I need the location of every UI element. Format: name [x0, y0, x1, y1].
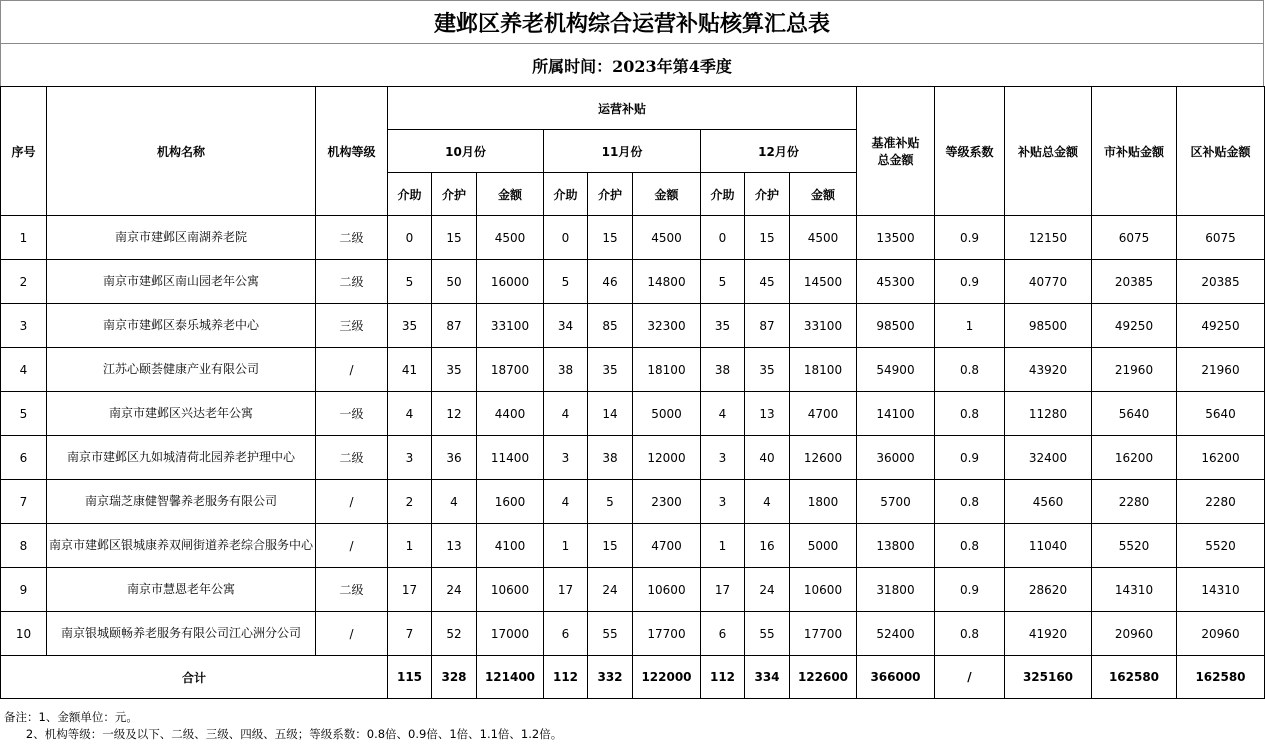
table-row — [1, 392, 1265, 436]
header-base-line1: 基准补贴 — [871, 136, 920, 150]
row-no: 3 — [1, 304, 47, 348]
total-month-amount: 121400 — [477, 656, 544, 699]
total-subsidy: 4560 — [1005, 480, 1092, 524]
header-jiezhu: 介助 — [701, 173, 745, 216]
level-coefficient: 0.9 — [935, 568, 1005, 612]
institution-name: 南京市慧恩老年公寓 — [47, 568, 316, 612]
jiezhu-count: 0 — [388, 216, 432, 260]
institution-level: 二级 — [316, 260, 388, 304]
institution-level: 二级 — [316, 436, 388, 480]
total-jiehu: 328 — [432, 656, 477, 699]
jiehu-count: 87 — [432, 304, 477, 348]
base-subsidy: 13500 — [857, 216, 935, 260]
jiehu-count: 15 — [588, 216, 633, 260]
total-subsidy: 11280 — [1005, 392, 1092, 436]
total-month-amount: 122600 — [790, 656, 857, 699]
header-district: 区补贴金额 — [1177, 87, 1265, 216]
level-coefficient: 0.8 — [935, 524, 1005, 568]
jiehu-count: 52 — [432, 612, 477, 656]
jiehu-count: 16 — [745, 524, 790, 568]
jiehu-count: 24 — [432, 568, 477, 612]
month-amount: 18100 — [790, 348, 857, 392]
district-subsidy: 5520 — [1177, 524, 1265, 568]
district-subsidy: 16200 — [1177, 436, 1265, 480]
header-base — [857, 87, 935, 216]
header-jiezhu: 介助 — [388, 173, 432, 216]
jiehu-count: 45 — [745, 260, 790, 304]
header-month-12: 12月份 — [701, 130, 857, 173]
month-amount: 1600 — [477, 480, 544, 524]
jiezhu-count: 35 — [701, 304, 745, 348]
month-amount: 33100 — [477, 304, 544, 348]
jiezhu-count: 17 — [701, 568, 745, 612]
total-row — [1, 656, 1265, 699]
institution-level: 三级 — [316, 304, 388, 348]
jiezhu-count: 38 — [544, 348, 588, 392]
month-amount: 14500 — [790, 260, 857, 304]
month-amount: 14800 — [633, 260, 701, 304]
jiehu-count: 5 — [588, 480, 633, 524]
jiehu-count: 50 — [432, 260, 477, 304]
jiehu-count: 4 — [745, 480, 790, 524]
institution-name: 江苏心颐荟健康产业有限公司 — [47, 348, 316, 392]
total-base: 366000 — [857, 656, 935, 699]
jiehu-count: 24 — [745, 568, 790, 612]
jiezhu-count: 5 — [701, 260, 745, 304]
month-amount: 4500 — [633, 216, 701, 260]
jiehu-count: 14 — [588, 392, 633, 436]
institution-level: 二级 — [316, 568, 388, 612]
row-no: 6 — [1, 436, 47, 480]
jiezhu-count: 2 — [388, 480, 432, 524]
jiehu-count: 24 — [588, 568, 633, 612]
institution-name: 南京市建邺区泰乐城养老中心 — [47, 304, 316, 348]
district-subsidy: 20960 — [1177, 612, 1265, 656]
month-amount: 10600 — [790, 568, 857, 612]
month-amount: 5000 — [633, 392, 701, 436]
header-total-subsidy: 补贴总金额 — [1005, 87, 1092, 216]
header-jiehu: 介护 — [432, 173, 477, 216]
base-subsidy: 52400 — [857, 612, 935, 656]
table-row — [1, 612, 1265, 656]
institution-level: / — [316, 480, 388, 524]
city-subsidy: 21960 — [1092, 348, 1177, 392]
row-no: 2 — [1, 260, 47, 304]
table-row — [1, 216, 1265, 260]
jiehu-count: 55 — [588, 612, 633, 656]
row-no: 7 — [1, 480, 47, 524]
level-coefficient: 0.8 — [935, 348, 1005, 392]
month-amount: 32300 — [633, 304, 701, 348]
month-amount: 10600 — [477, 568, 544, 612]
header-month-11: 11月份 — [544, 130, 701, 173]
base-subsidy: 98500 — [857, 304, 935, 348]
district-subsidy: 5640 — [1177, 392, 1265, 436]
total-subsidy: 32400 — [1005, 436, 1092, 480]
level-coefficient: 0.8 — [935, 392, 1005, 436]
jiezhu-count: 3 — [701, 480, 745, 524]
jiezhu-count: 17 — [388, 568, 432, 612]
table-row — [1, 480, 1265, 524]
subsidy-table — [0, 86, 1265, 699]
institution-name: 南京瑞芝康健智馨养老服务有限公司 — [47, 480, 316, 524]
total-subsidy: 43920 — [1005, 348, 1092, 392]
total-jiezhu: 112 — [701, 656, 745, 699]
jiehu-count: 15 — [432, 216, 477, 260]
table-row — [1, 348, 1265, 392]
city-subsidy: 5640 — [1092, 392, 1177, 436]
total-subsidy: 41920 — [1005, 612, 1092, 656]
jiezhu-count: 4 — [544, 392, 588, 436]
jiezhu-count: 4 — [388, 392, 432, 436]
jiehu-count: 35 — [588, 348, 633, 392]
total-subsidy: 11040 — [1005, 524, 1092, 568]
header-jiehu: 介护 — [588, 173, 633, 216]
row-no: 9 — [1, 568, 47, 612]
month-amount: 16000 — [477, 260, 544, 304]
level-coefficient: 0.9 — [935, 436, 1005, 480]
base-subsidy: 36000 — [857, 436, 935, 480]
month-amount: 11400 — [477, 436, 544, 480]
jiehu-count: 35 — [432, 348, 477, 392]
total-jiehu: 334 — [745, 656, 790, 699]
district-subsidy: 2280 — [1177, 480, 1265, 524]
row-no: 1 — [1, 216, 47, 260]
table-row — [1, 568, 1265, 612]
jiezhu-count: 5 — [544, 260, 588, 304]
city-subsidy: 20960 — [1092, 612, 1177, 656]
city-subsidy: 14310 — [1092, 568, 1177, 612]
month-amount: 18700 — [477, 348, 544, 392]
header-name: 机构名称 — [47, 87, 316, 216]
jiehu-count: 38 — [588, 436, 633, 480]
month-amount: 4500 — [477, 216, 544, 260]
jiehu-count: 15 — [745, 216, 790, 260]
base-subsidy: 31800 — [857, 568, 935, 612]
month-amount: 4100 — [477, 524, 544, 568]
total-jiehu: 332 — [588, 656, 633, 699]
month-amount: 2300 — [633, 480, 701, 524]
jiezhu-count: 41 — [388, 348, 432, 392]
header-level: 机构等级 — [316, 87, 388, 216]
jiehu-count: 4 — [432, 480, 477, 524]
base-subsidy: 14100 — [857, 392, 935, 436]
level-coefficient: 0.9 — [935, 260, 1005, 304]
jiezhu-count: 1 — [388, 524, 432, 568]
district-subsidy: 14310 — [1177, 568, 1265, 612]
jiezhu-count: 34 — [544, 304, 588, 348]
district-subsidy: 49250 — [1177, 304, 1265, 348]
institution-level: / — [316, 612, 388, 656]
jiehu-count: 35 — [745, 348, 790, 392]
jiezhu-count: 3 — [388, 436, 432, 480]
header-amount: 金额 — [477, 173, 544, 216]
row-no: 5 — [1, 392, 47, 436]
month-amount: 4700 — [633, 524, 701, 568]
total-district: 162580 — [1177, 656, 1265, 699]
jiehu-count: 87 — [745, 304, 790, 348]
header-amount: 金额 — [633, 173, 701, 216]
month-amount: 4700 — [790, 392, 857, 436]
total-coef: / — [935, 656, 1005, 699]
jiezhu-count: 3 — [701, 436, 745, 480]
jiezhu-count: 3 — [544, 436, 588, 480]
institution-name: 南京市建邺区银城康养双闸街道养老综合服务中心 — [47, 524, 316, 568]
institution-name: 南京市建邺区南湖养老院 — [47, 216, 316, 260]
month-amount: 4400 — [477, 392, 544, 436]
period-label: 所属时间：2023年第4季度 — [0, 44, 1264, 87]
jiehu-count: 12 — [432, 392, 477, 436]
total-label: 合计 — [1, 656, 388, 699]
jiezhu-count: 1 — [544, 524, 588, 568]
header-coef: 等级系数 — [935, 87, 1005, 216]
total-city: 162580 — [1092, 656, 1177, 699]
header-subsidy: 运营补贴 — [388, 87, 857, 130]
month-amount: 12600 — [790, 436, 857, 480]
row-no: 8 — [1, 524, 47, 568]
total-subsidy: 28620 — [1005, 568, 1092, 612]
base-subsidy: 13800 — [857, 524, 935, 568]
table-row — [1, 304, 1265, 348]
month-amount: 4500 — [790, 216, 857, 260]
district-subsidy: 21960 — [1177, 348, 1265, 392]
total-subsidy-sum: 325160 — [1005, 656, 1092, 699]
month-amount: 5000 — [790, 524, 857, 568]
institution-level: / — [316, 348, 388, 392]
total-jiezhu: 112 — [544, 656, 588, 699]
institution-name: 南京市建邺区南山园老年公寓 — [47, 260, 316, 304]
total-jiezhu: 115 — [388, 656, 432, 699]
table-row — [1, 524, 1265, 568]
city-subsidy: 5520 — [1092, 524, 1177, 568]
header-base-line2: 总金额 — [877, 153, 914, 167]
district-subsidy: 6075 — [1177, 216, 1265, 260]
month-amount: 17700 — [633, 612, 701, 656]
jiezhu-count: 17 — [544, 568, 588, 612]
jiezhu-count: 38 — [701, 348, 745, 392]
level-coefficient: 0.8 — [935, 480, 1005, 524]
city-subsidy: 16200 — [1092, 436, 1177, 480]
city-subsidy: 20385 — [1092, 260, 1177, 304]
month-amount: 17700 — [790, 612, 857, 656]
jiezhu-count: 7 — [388, 612, 432, 656]
district-subsidy: 20385 — [1177, 260, 1265, 304]
institution-name: 南京市建邺区兴达老年公寓 — [47, 392, 316, 436]
jiezhu-count: 0 — [701, 216, 745, 260]
jiehu-count: 15 — [588, 524, 633, 568]
month-amount: 17000 — [477, 612, 544, 656]
base-subsidy: 45300 — [857, 260, 935, 304]
total-month-amount: 122000 — [633, 656, 701, 699]
header-jiehu: 介护 — [745, 173, 790, 216]
jiezhu-count: 6 — [544, 612, 588, 656]
jiezhu-count: 4 — [544, 480, 588, 524]
table-row — [1, 436, 1265, 480]
jiehu-count: 46 — [588, 260, 633, 304]
city-subsidy: 6075 — [1092, 216, 1177, 260]
month-amount: 10600 — [633, 568, 701, 612]
base-subsidy: 5700 — [857, 480, 935, 524]
month-amount: 18100 — [633, 348, 701, 392]
city-subsidy: 49250 — [1092, 304, 1177, 348]
jiehu-count: 40 — [745, 436, 790, 480]
institution-level: 二级 — [316, 216, 388, 260]
header-month-10: 10月份 — [388, 130, 544, 173]
row-no: 10 — [1, 612, 47, 656]
header-no: 序号 — [1, 87, 47, 216]
level-coefficient: 0.9 — [935, 216, 1005, 260]
header-city: 市补贴金额 — [1092, 87, 1177, 216]
table-row — [1, 260, 1265, 304]
sheet-title: 建邺区养老机构综合运营补贴核算汇总表 — [0, 0, 1264, 44]
jiehu-count: 55 — [745, 612, 790, 656]
city-subsidy: 2280 — [1092, 480, 1177, 524]
level-coefficient: 0.8 — [935, 612, 1005, 656]
institution-name: 南京银城颐畅养老服务有限公司江心洲分公司 — [47, 612, 316, 656]
header-jiezhu: 介助 — [544, 173, 588, 216]
base-subsidy: 54900 — [857, 348, 935, 392]
level-coefficient: 1 — [935, 304, 1005, 348]
jiezhu-count: 35 — [388, 304, 432, 348]
total-subsidy: 12150 — [1005, 216, 1092, 260]
month-amount: 33100 — [790, 304, 857, 348]
jiezhu-count: 4 — [701, 392, 745, 436]
institution-level: / — [316, 524, 388, 568]
row-no: 4 — [1, 348, 47, 392]
header-amount: 金额 — [790, 173, 857, 216]
month-amount: 1800 — [790, 480, 857, 524]
institution-level: 一级 — [316, 392, 388, 436]
institution-name: 南京市建邺区九如城清荷北园养老护理中心 — [47, 436, 316, 480]
month-amount: 12000 — [633, 436, 701, 480]
jiehu-count: 13 — [432, 524, 477, 568]
total-subsidy: 40770 — [1005, 260, 1092, 304]
total-subsidy: 98500 — [1005, 304, 1092, 348]
jiehu-count: 13 — [745, 392, 790, 436]
jiezhu-count: 0 — [544, 216, 588, 260]
note-line-1: 备注：1、金额单位：元。 — [4, 710, 138, 724]
jiezhu-count: 6 — [701, 612, 745, 656]
note-line-2: 2、机构等级：一级及以下、二级、三级、四级、五级；等级系数：0.8倍、0.9倍、1倍、1.1倍、1.2倍。 — [4, 727, 563, 741]
jiehu-count: 36 — [432, 436, 477, 480]
jiezhu-count: 1 — [701, 524, 745, 568]
jiezhu-count: 5 — [388, 260, 432, 304]
jiehu-count: 85 — [588, 304, 633, 348]
